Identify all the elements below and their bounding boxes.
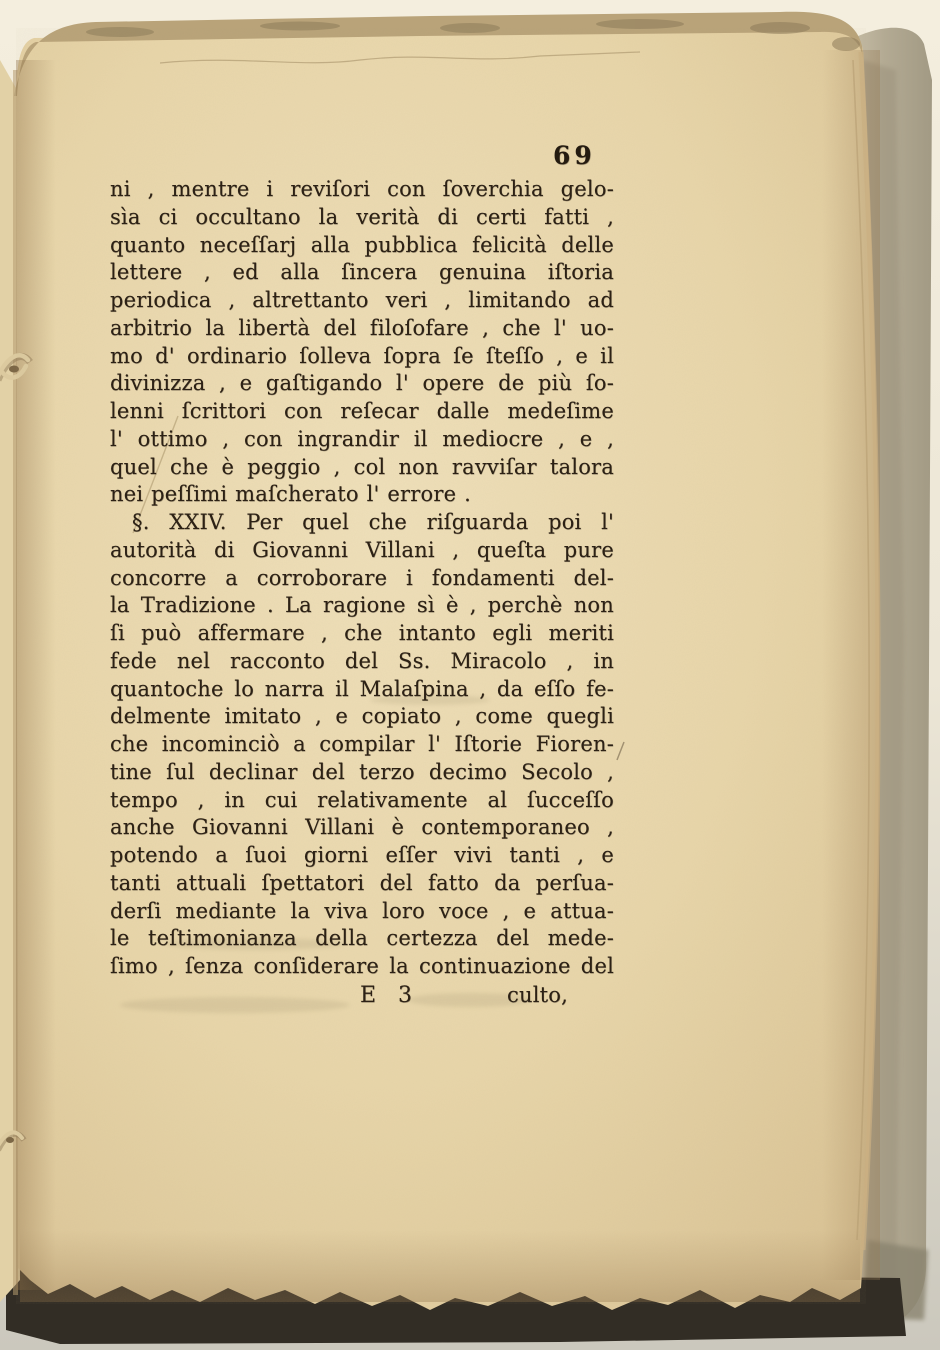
text-line: mo d' ordinario ſolleva ſopra ſe ſteſſo , e il	[110, 343, 614, 368]
signature-mark: E 3	[360, 982, 420, 1008]
text-line: l' ottimo , con ingrandir il mediocre , e ,	[110, 426, 614, 451]
signature-line	[110, 982, 614, 1014]
text-line: le teſtimonianza della certezza del mede-	[110, 926, 614, 951]
text-line: divinizza , e gaſtigando l' opere de più ſo-	[110, 371, 614, 396]
catchword: culto,	[507, 982, 568, 1007]
text-line: periodica , altrettanto veri , limitando ad	[110, 288, 614, 312]
text-line: §. XXIV. Per quel che riſguarda poi l'	[132, 510, 614, 534]
paragraph	[110, 176, 614, 509]
text-line: tine ſul declinar del terzo decimo Secolo ,	[110, 759, 614, 784]
text-line: tanti attuali ſpettatori del fatto da perſua-	[110, 870, 614, 895]
text-line: ſimo , ſenza conſiderare la continuazione del	[110, 954, 614, 978]
text-line: la Tradizione . La ragione sì è , perchè non	[110, 593, 614, 618]
body-text	[110, 176, 614, 1014]
paragraph	[110, 509, 614, 981]
page-number: 69	[553, 141, 596, 170]
text-line: derſi mediante la viva loro voce , e attua-	[110, 898, 614, 923]
text-line: ni , mentre i reviſori con ſoverchia gelo-	[110, 177, 614, 201]
text-line: sìa ci occultano la verità di certi fatti ,	[110, 204, 614, 229]
text-line: quantoche lo narra il Malaſpina , da eſſo fe-	[110, 676, 614, 701]
text-line: nei peſſimi maſcherato l' errore .	[110, 482, 471, 507]
text-line: quel che è peggio , col non ravviſar talora	[110, 454, 614, 479]
text-line: lenni ſcrittori con reſecar dalle medeſime	[110, 399, 614, 423]
text-line: ſi può affermare , che intanto egli meriti	[110, 621, 614, 645]
text-line: lettere , ed alla ſincera genuina iſtoria	[110, 260, 614, 285]
text-line: che incominciò a compilar l' Iſtorie Fioren-	[110, 732, 614, 756]
text-line: concorre a corroborare i fondamenti del-	[110, 565, 614, 590]
text-line: fede nel racconto del Ss. Miracolo , in	[110, 648, 614, 673]
text-line: autorità di Giovanni Villani , queſta pure	[110, 537, 614, 562]
text-line: potendo a ſuoi giorni eſſer vivi tanti , e	[110, 843, 614, 867]
text-line: tempo , in cui relativamente al ſucceſſo	[110, 787, 614, 812]
text-line: arbitrio la libertà del filoſofare , che l' uo-	[110, 315, 614, 340]
text-line: anche Giovanni Villani è contemporaneo ,	[110, 815, 614, 840]
text-line: delmente imitato , e copiato , come quegli	[110, 704, 614, 729]
text-line: quanto neceſſarj alla pubblica felicità delle	[110, 232, 614, 257]
